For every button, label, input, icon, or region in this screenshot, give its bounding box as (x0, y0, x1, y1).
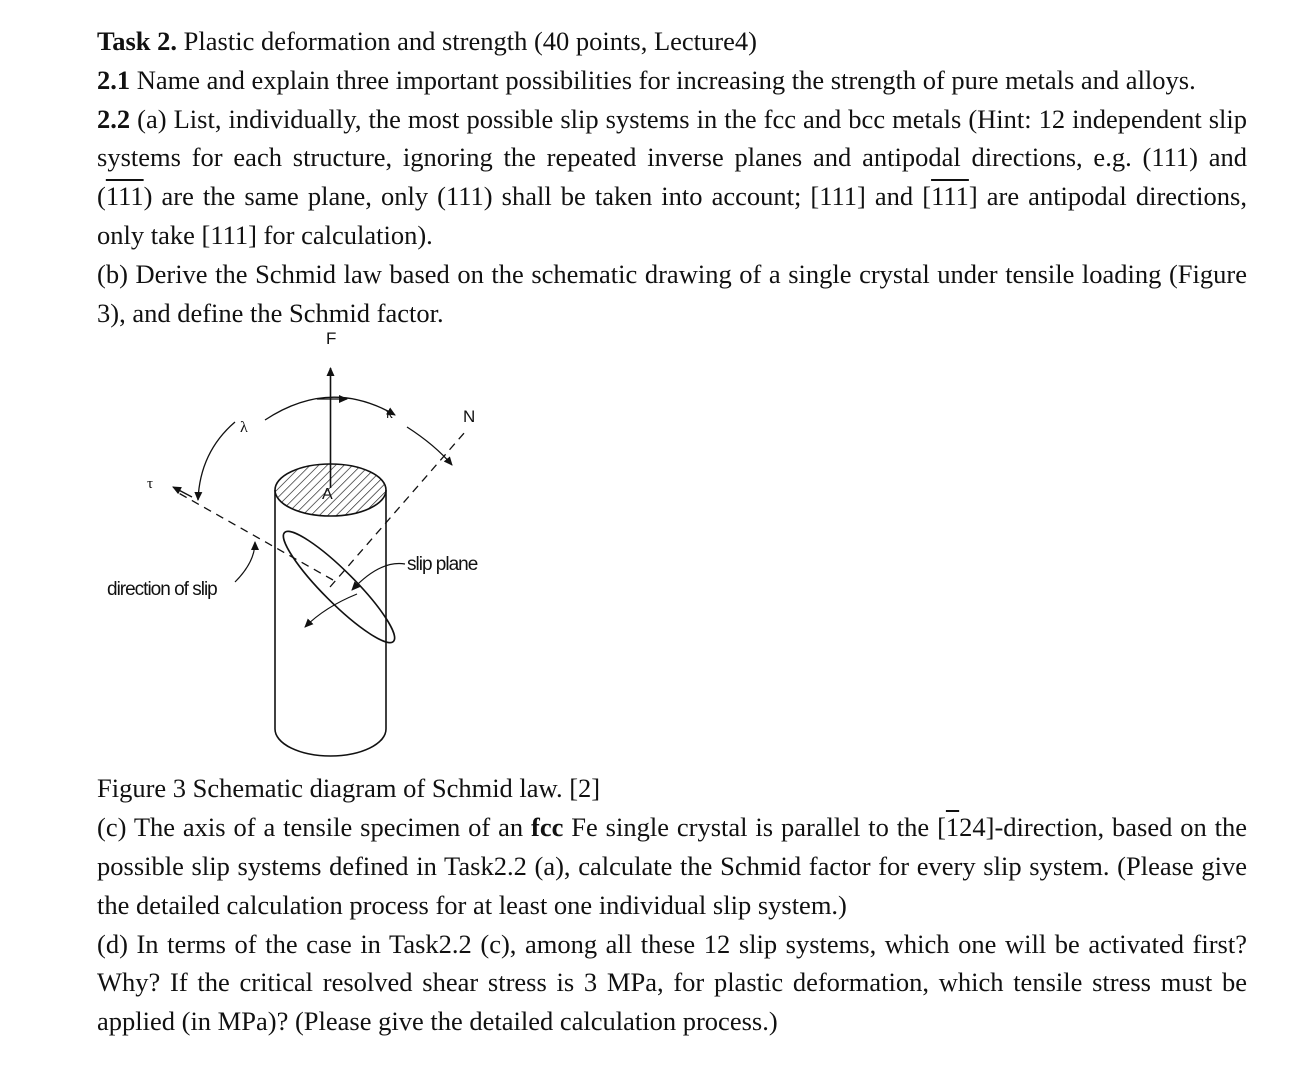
label-kappa: κ (386, 407, 394, 423)
label-F: F (326, 332, 337, 349)
question-2-2a-text-2: ) are the same plane, only (111) shall be taken into account; [111] and [ (143, 181, 932, 212)
direction-bar-digit: 1 (945, 812, 960, 843)
label-lambda: λ (240, 419, 248, 437)
question-2-2a (97, 100, 1247, 255)
label-tau: τ (147, 476, 154, 493)
question-2-2a-text-3: ] are antipodal directions, only take [111] for calculation). (97, 181, 1247, 250)
question-2-2c-bold: fcc (531, 812, 564, 843)
slip-plane-leader-2 (305, 594, 357, 627)
slip-plane-ellipse (273, 522, 405, 654)
question-2-1-text: Name and explain three important possibilities for increasing the strength of pure metals and alloys. (130, 64, 1196, 95)
label-A: A (322, 486, 333, 504)
question-2-2d: (d) In terms of the case in Task2.2 (c), among all these 12 slip systems, which one will be activated first? Why? If the critical resolved shear stress is 3 MPa, for plastic deformation, which tensile stress must be applied (in MPa)? (Please give the detailed calculation process.) (97, 928, 1247, 1037)
direction-of-slip-leader (235, 542, 255, 582)
task-label: Task 2. (97, 26, 178, 56)
task-heading (97, 22, 1247, 61)
question-2-2a-text-1: (a) List, individually, the most possible slip systems in the fcc and bcc metals (Hint: 12 independent slip systems for each structure, ignoring the repeated inverse planes and antipodal directions, e.g. (111) and ( (97, 103, 1247, 212)
label-direction-of-slip: direction of slip (107, 579, 217, 601)
figure-3 (97, 332, 1247, 769)
question-2-2b: (b) Derive the Schmid law based on the schematic drawing of a single crystal under tensile loading (Figure 3), and define the Schmid factor. (97, 258, 1247, 328)
question-2-2c-text-1: (c) The axis of a tensile specimen of an (97, 812, 532, 843)
question-2-2-number: 2.2 (97, 103, 131, 134)
label-N: N (463, 407, 476, 427)
label-slip-plane: slip plane (407, 554, 478, 576)
question-2-2c-text-2: Fe single crystal is parallel to the [ (563, 812, 946, 843)
question-2-1 (97, 61, 1247, 100)
question-2-2c (97, 808, 1247, 924)
question-2-2c-text-3: 24]-direction, based on the possible slip systems defined in Task2.2 (a), calculate the Schmid factor for every slip system. (Please give the detailed calculation process for at least one individual slip system.) (97, 812, 1248, 920)
document-body (97, 22, 1247, 1041)
figure-caption: Figure 3 Schematic diagram of Schmid law. [2] (97, 773, 601, 804)
task-title: Plastic deformation and strength (40 points, Lecture4) (177, 26, 757, 56)
schmid-diagram (95, 332, 555, 769)
question-2-1-number: 2.1 (97, 64, 131, 95)
direction-bar-indices: 111 (931, 181, 969, 212)
kappa-arc-lower (407, 427, 452, 465)
plane-bar-indices: 111 (105, 181, 144, 212)
lambda-arc (198, 422, 235, 500)
crystal-cylinder (275, 464, 386, 756)
